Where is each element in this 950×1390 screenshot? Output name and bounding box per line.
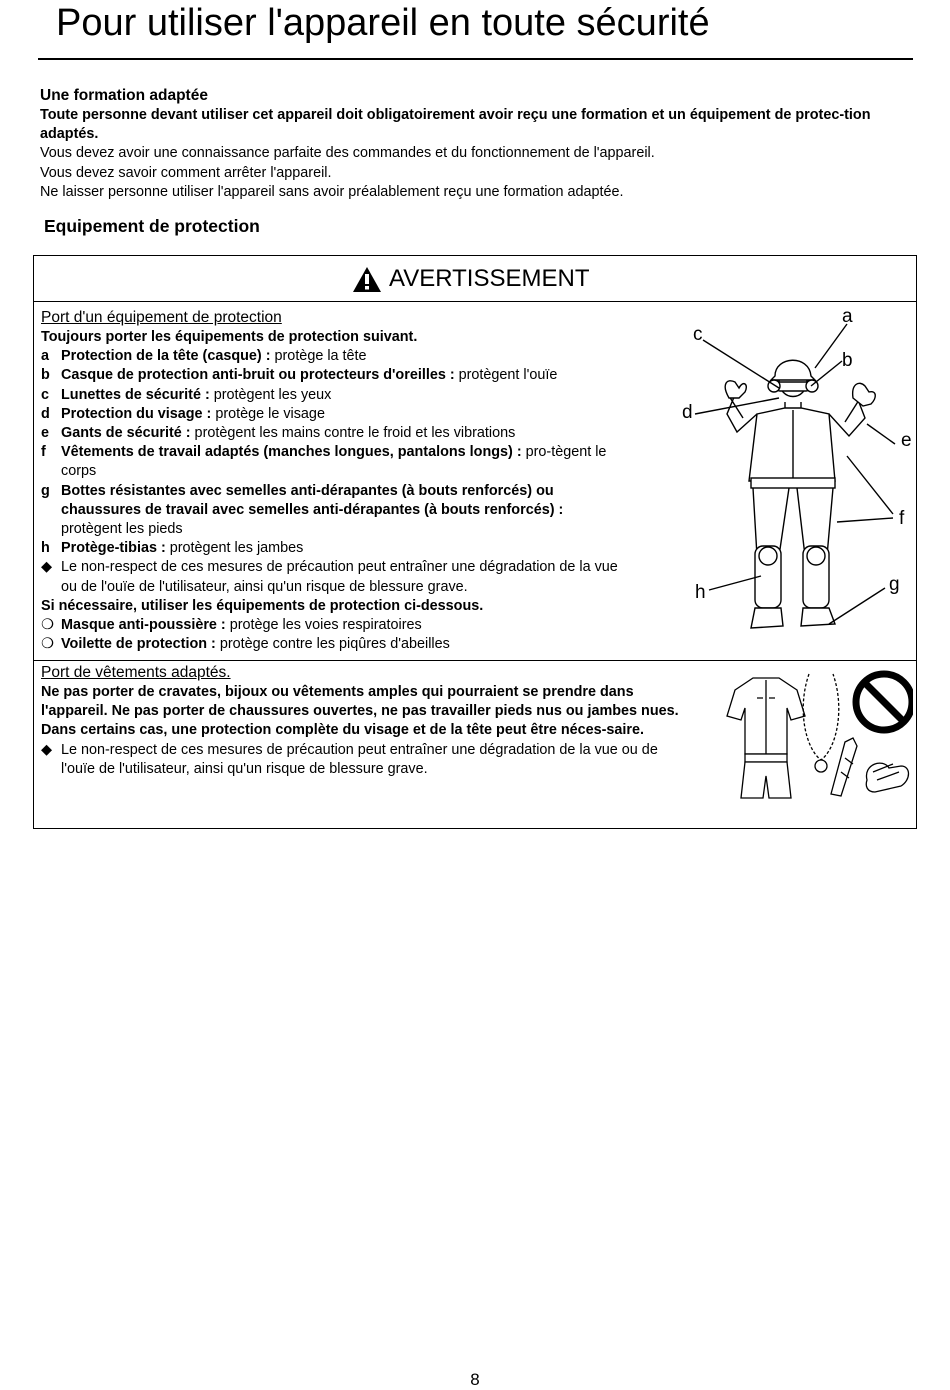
list-item: f Vêtements de travail adaptés (manches longues, pantalons longs) : pro-tègent le corps: [41, 444, 607, 480]
circle-bullet-icon: ❍: [41, 617, 54, 634]
circle-bullet-icon: ❍: [41, 636, 54, 653]
list-item: ❍ Masque anti-poussière : protège les voies respiratoires: [41, 616, 641, 635]
list-item: ❍ Voilette de protection : protège contre les piqûres d'abeilles: [41, 635, 641, 654]
warning-title: [352, 265, 589, 293]
list-item: a Protection de la tête (casque) : protège la tête: [41, 348, 367, 365]
list-item: b Casque de protection anti-bruit ou protecteurs d'oreilles : protègent l'ouïe: [41, 367, 558, 384]
training-line: Vous devez savoir comment arrêter l'appareil.: [40, 164, 332, 181]
optional-intro: Si nécessaire, utiliser les équipements de protection ci-dessous.: [41, 597, 484, 614]
label-e: e: [901, 430, 912, 451]
list-item: h Protège-tibias : protègent les jambes: [41, 540, 304, 557]
protective-gear-figure: [639, 306, 914, 651]
list-item: d Protection du visage : protège le visage: [41, 405, 325, 422]
list-item: c Lunettes de sécurité : protègent les yeux: [41, 386, 332, 403]
training-bold-text: Toute personne devant utiliser cet appareil doit obligatoirement avoir reçu une formation et un équipement de protec-tion adaptés.: [40, 107, 871, 143]
protective-equipment-section: [41, 308, 641, 654]
warning-note: ◆ Le non-respect de ces mesures de précaution peut entraîner une dégradation de la vue ou de l'ouïe de l'utilisateur, ainsi qu'un risque de blessure grave.: [41, 741, 691, 779]
page-title: Pour utiliser l'appareil en toute sécurité: [56, 2, 710, 44]
section1-intro: Toujours porter les équipements de protection suivant.: [41, 329, 418, 345]
list-item: g Bottes résistantes avec semelles anti-dérapantes (à bouts renforcés) ou chaussures de travail avec semelles anti-dérapantes (à bouts renforcés) : protègent les pieds: [41, 482, 564, 538]
clothing-section: [41, 663, 691, 779]
section1-heading: Port d'un équipement de protection: [41, 309, 282, 326]
training-section: [40, 86, 915, 202]
label-b: b: [842, 350, 853, 371]
warning-triangle-icon: [352, 266, 382, 293]
label-f: f: [899, 508, 905, 529]
section2-heading: Port de vêtements adaptés.: [41, 664, 231, 681]
label-c: c: [693, 324, 703, 345]
warning-title-text: AVERTISSEMENT: [389, 265, 590, 292]
training-heading: Une formation adaptée: [40, 87, 208, 104]
warning-box: [33, 255, 917, 829]
diamond-icon: ◆: [41, 559, 53, 576]
training-line: Vous devez avoir une connaissance parfaite des commandes et du fonctionnement de l'appareil.: [40, 145, 655, 162]
warning-note: ◆ Le non-respect de ces mesures de précaution peut entraîner une dégradation de la vue ou de l'ouïe de l'utilisateur, ainsi qu'un risque de blessure grave.: [41, 558, 641, 596]
label-a: a: [842, 306, 853, 327]
training-line: Ne laisser personne utiliser l'appareil sans avoir préalablement reçu une formation adaptée.: [40, 183, 624, 200]
warning-header: [34, 256, 916, 302]
equipment-heading: Equipement de protection: [44, 216, 260, 236]
page-number: 8: [470, 1370, 480, 1389]
list-item: e Gants de sécurité : protègent les mains contre le froid et les vibrations: [41, 425, 516, 442]
prohibited-clothing-figure: [717, 668, 913, 808]
section2-bold-text: Ne pas porter de cravates, bijoux ou vêtements amples qui pourraient se prendre dans l'appareil. Ne pas porter de chaussures ouvertes, ne pas travailler pieds nus ou jambes nues. Dans certains cas, une protection complète du visage et de la tête peut être néces-saire.: [41, 684, 679, 739]
label-g: g: [889, 574, 900, 595]
section-divider: [34, 660, 916, 661]
label-d: d: [682, 402, 693, 423]
title-rule: [38, 58, 913, 60]
label-h: h: [695, 582, 706, 603]
diamond-icon: ◆: [41, 741, 53, 758]
